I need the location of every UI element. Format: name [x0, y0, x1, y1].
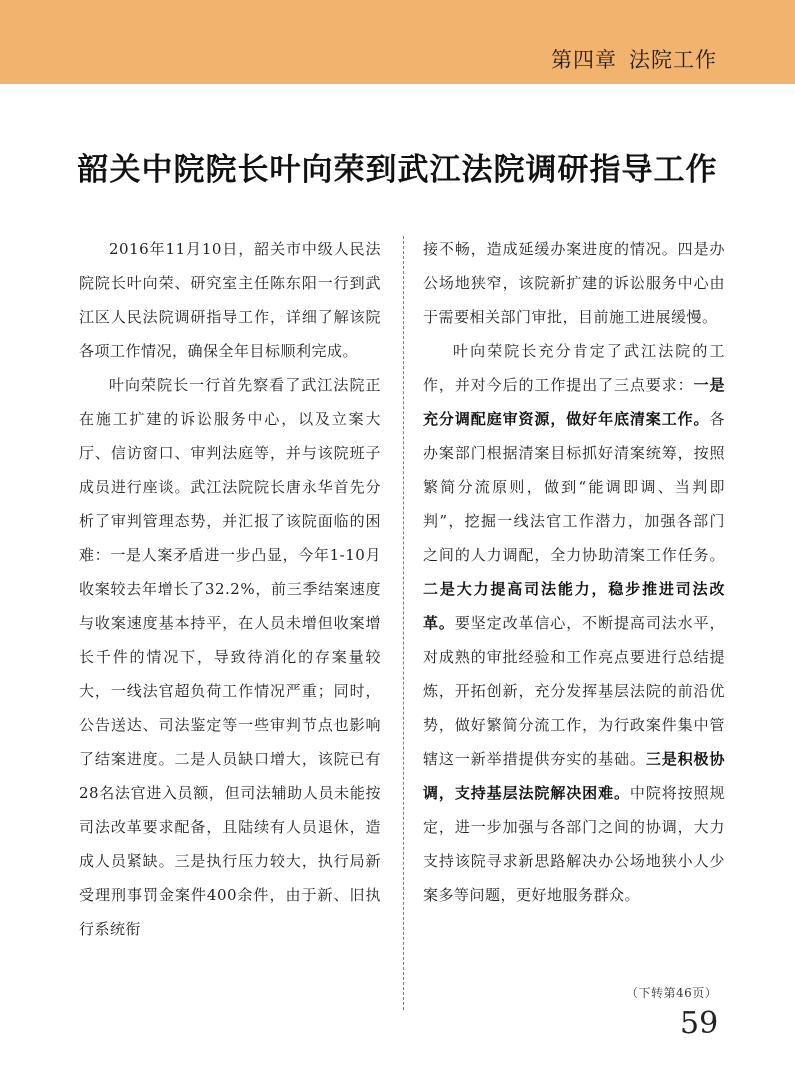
paragraph-continued: 接不畅，造成延缓办案进度的情况。四是办公场地狭窄，该院新扩建的诉讼服务中心由于需要相关部门审批，目前施工进展缓慢。 [423, 240, 725, 326]
paragraph-intro: 叶向荣院长充分肯定了武江法院的工作，并对今后的工作提出了三点要求： [423, 342, 725, 394]
continued-note: （下转第46页） [626, 986, 718, 1000]
requirement-text-2: 要坚定改革信心，不断提高司法水平，对成熟的审批经验和工作亮点要进行总结提炼，开拓创新，充分发挥基层法院的前沿优势，做好繁简分流工作，为行政案件集中管辖这一新举措提供夯实的基础。 [423, 614, 725, 768]
requirement-heading-3: 三是积极协调，支持基层法院解决困难。 [423, 750, 725, 802]
paragraph: 2016年11月10日，韶关市中级人民法院院长叶向荣、研究室主任陈东阳一行到武江区人民法院调研指导工作，详细了解该院各项工作情况，确保全年目标顺利完成。 [79, 240, 381, 360]
paragraph: 叶向荣院长一行首先察看了武江法院正在施工扩建的诉讼服务中心，以及立案大厅、信访窗口、审判法庭等，并与该院班子成员进行座谈。武江法院院长唐永华首先分析了审判管理态势，并汇报了该院面临的困难：一是人案矛盾进一步凸显，今年1-10月收案较去年增长了32.2%，前三季结案速度与收案速度基本持平，在人员未增但收案增长千件的情况下，导致待消化的存案量较大，一线法官超负荷工作情况严重；同时，公告送达、司法鉴定等一些审判节点也影响了结案进度。二是人员缺口增大，该院已有28名法官进入员额，但司法辅助人员未能按司法改革要求配备，且陆续有人员退休，造成人员紧缺。三是执行压力较大，执行局新受理刑事罚金案件400余件，由于新、旧执行系统衔 [79, 376, 381, 938]
left-column [79, 232, 381, 946]
page-number: 59 [680, 1006, 719, 1041]
chapter-heading [551, 44, 717, 74]
chapter-number: 第四章 [551, 48, 617, 72]
right-column [423, 232, 725, 912]
column-divider [403, 236, 404, 1010]
requirement-heading-1: 一是充分调配庭审资源，做好年底清案工作。 [423, 376, 725, 428]
article-title: 韶关中院院长叶向荣到武江法院调研指导工作 [77, 152, 718, 188]
paragraph [423, 334, 725, 912]
requirement-text-3: 中院将按照规定，进一步加强与各部门之间的协调，大力支持该院寻求新思路解决办公场地狭小人少案多等问题，更好地服务群众。 [423, 784, 725, 904]
requirement-heading-2: 二是大力提高司法能力，稳步推进司法改革。 [423, 580, 725, 632]
chapter-title: 法院工作 [629, 48, 717, 72]
requirement-text-1: 各办案部门根据清案目标抓好清案统筹，按照繁简分流原则，做到“能调即调、当判即判”，挖掘一线法官工作潜力，加强各部门之间的人力调配，全力协助清案工作任务。 [423, 410, 725, 564]
